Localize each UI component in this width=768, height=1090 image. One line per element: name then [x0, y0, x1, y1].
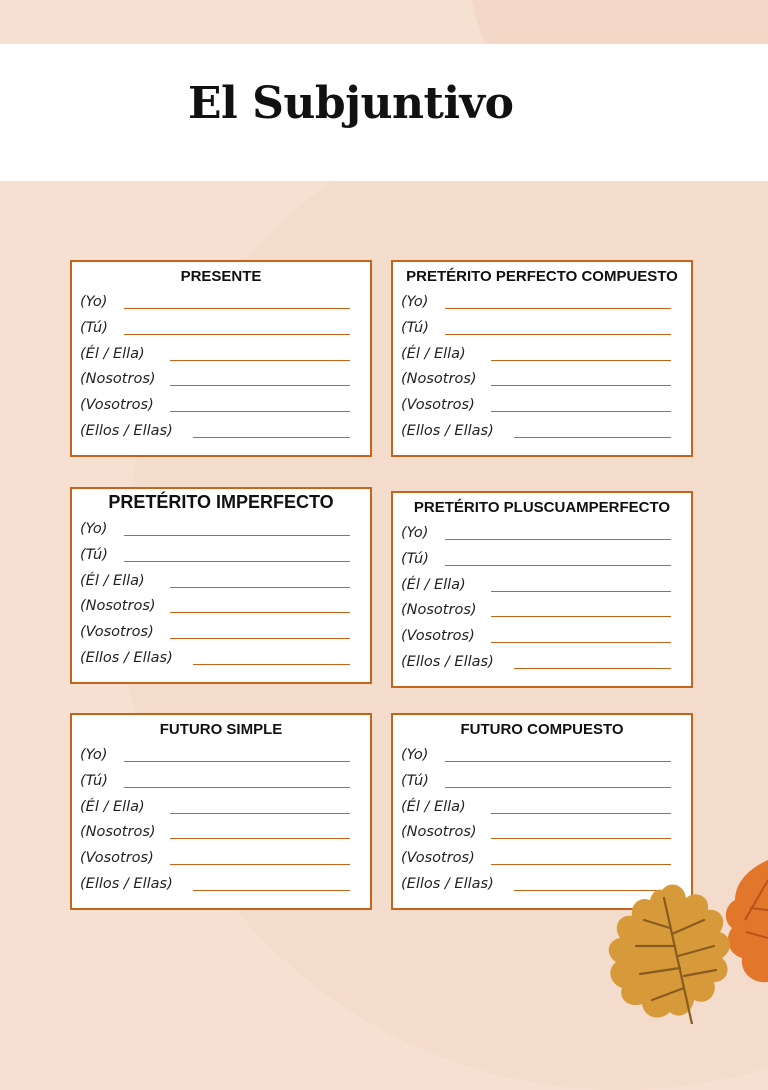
- answer-blank[interactable]: [170, 612, 350, 613]
- pronoun-label: (Yo): [401, 747, 429, 763]
- card-preterito-perfecto-compuesto: [391, 260, 693, 457]
- page-title: El Subjuntivo: [188, 78, 514, 129]
- card-title: FUTURO COMPUESTO: [460, 721, 624, 738]
- pronoun-label: (Él / Ella): [80, 798, 145, 815]
- pronoun-label: (Vosotros): [401, 628, 475, 645]
- conjugation-row-ellos-ellas: [72, 423, 370, 449]
- pronoun-label: (Tú): [80, 772, 108, 789]
- pronoun-label: (Ellos / Ellas): [80, 875, 173, 892]
- pronoun-label: (Nosotros): [401, 824, 477, 841]
- pronoun-label: (Vosotros): [80, 624, 154, 641]
- pronoun-label: (Tú): [80, 319, 108, 336]
- answer-blank[interactable]: [445, 787, 671, 788]
- pronoun-label: (Tú): [401, 550, 429, 567]
- answer-blank[interactable]: [445, 334, 671, 335]
- orange-leaf-icon: [726, 860, 768, 982]
- pronoun-label: (Ellos / Ellas): [401, 422, 494, 439]
- conjugation-row-el-ella: [72, 799, 370, 825]
- answer-blank[interactable]: [491, 591, 671, 592]
- pronoun-label: (Tú): [401, 772, 429, 789]
- conjugation-row-yo: [393, 747, 691, 773]
- conjugation-row-ellos-ellas: [72, 650, 370, 676]
- answer-blank[interactable]: [124, 787, 350, 788]
- pronoun-label: (Él / Ella): [401, 576, 466, 593]
- answer-blank[interactable]: [170, 638, 350, 639]
- pronoun-label: (Vosotros): [80, 850, 154, 867]
- conjugation-row-tu: [72, 547, 370, 573]
- answer-blank[interactable]: [491, 411, 671, 412]
- conjugation-row-nosotros: [72, 824, 370, 850]
- conjugation-row-tu: [72, 773, 370, 799]
- card-title: FUTURO SIMPLE: [159, 721, 283, 738]
- conjugation-row-yo: [393, 294, 691, 320]
- answer-blank[interactable]: [445, 565, 671, 566]
- conjugation-row-nosotros: [72, 598, 370, 624]
- autumn-leaves-decoration: [600, 850, 768, 1024]
- pronoun-label: (Vosotros): [80, 397, 154, 414]
- answer-blank[interactable]: [445, 761, 671, 762]
- conjugation-row-yo: [72, 521, 370, 547]
- answer-blank[interactable]: [170, 360, 350, 361]
- conjugation-row-el-ella: [72, 346, 370, 372]
- answer-blank[interactable]: [491, 813, 671, 814]
- answer-blank[interactable]: [491, 642, 671, 643]
- answer-blank[interactable]: [445, 539, 671, 540]
- answer-blank[interactable]: [124, 334, 350, 335]
- conjugation-row-yo: [72, 294, 370, 320]
- answer-blank[interactable]: [491, 385, 671, 386]
- pronoun-label: (Nosotros): [401, 371, 477, 388]
- card-title: PRETÉRITO PLUSCUAMPERFECTO: [413, 499, 671, 516]
- answer-blank[interactable]: [193, 437, 350, 438]
- answer-blank[interactable]: [514, 668, 671, 669]
- pronoun-label: (Ellos / Ellas): [80, 649, 173, 666]
- conjugation-row-nosotros: [393, 371, 691, 397]
- pronoun-label: (Yo): [80, 521, 108, 537]
- pronoun-label: (Yo): [80, 294, 108, 310]
- pronoun-label: (Yo): [401, 294, 429, 310]
- answer-blank[interactable]: [124, 308, 350, 309]
- pronoun-label: (Él / Ella): [401, 345, 466, 362]
- pronoun-label: (Él / Ella): [80, 345, 145, 362]
- answer-blank[interactable]: [445, 308, 671, 309]
- answer-blank[interactable]: [170, 411, 350, 412]
- conjugation-row-ellos-ellas: [393, 654, 691, 680]
- conjugation-row-yo: [72, 747, 370, 773]
- pronoun-label: (Tú): [80, 546, 108, 563]
- pronoun-label: (Yo): [401, 525, 429, 541]
- conjugation-row-nosotros: [393, 602, 691, 628]
- pronoun-label: (Él / Ella): [80, 572, 145, 589]
- conjugation-row-el-ella: [393, 799, 691, 825]
- pronoun-label: (Nosotros): [401, 602, 477, 619]
- pronoun-label: (Nosotros): [80, 371, 156, 388]
- card-title: PRESENTE: [180, 268, 262, 285]
- conjugation-row-nosotros: [393, 824, 691, 850]
- pronoun-label: (Tú): [401, 319, 429, 336]
- conjugation-row-vosotros: [72, 397, 370, 423]
- conjugation-row-tu: [393, 320, 691, 346]
- answer-blank[interactable]: [170, 813, 350, 814]
- conjugation-row-ellos-ellas: [393, 423, 691, 449]
- card-presente: [70, 260, 372, 457]
- answer-blank[interactable]: [491, 838, 671, 839]
- conjugation-row-tu: [72, 320, 370, 346]
- pronoun-label: (Ellos / Ellas): [80, 422, 173, 439]
- conjugation-row-vosotros: [72, 850, 370, 876]
- pronoun-label: (Ellos / Ellas): [401, 875, 494, 892]
- answer-blank[interactable]: [170, 838, 350, 839]
- answer-blank[interactable]: [514, 437, 671, 438]
- conjugation-row-tu: [393, 551, 691, 577]
- card-preterito-imperfecto: [70, 487, 372, 684]
- conjugation-row-vosotros: [393, 397, 691, 423]
- answer-blank[interactable]: [170, 587, 350, 588]
- pronoun-label: (Vosotros): [401, 397, 475, 414]
- answer-blank[interactable]: [491, 616, 671, 617]
- conjugation-row-el-ella: [393, 346, 691, 372]
- conjugation-row-nosotros: [72, 371, 370, 397]
- answer-blank[interactable]: [170, 385, 350, 386]
- conjugation-row-yo: [393, 525, 691, 551]
- card-futuro-simple: [70, 713, 372, 910]
- conjugation-row-vosotros: [393, 628, 691, 654]
- answer-blank[interactable]: [193, 664, 350, 665]
- card-title: PRETÉRITO PERFECTO COMPUESTO: [406, 268, 678, 285]
- conjugation-row-el-ella: [393, 577, 691, 603]
- pronoun-label: (Nosotros): [80, 598, 156, 615]
- conjugation-row-tu: [393, 773, 691, 799]
- answer-blank[interactable]: [124, 535, 350, 536]
- pronoun-label: (Ellos / Ellas): [401, 653, 494, 670]
- pronoun-label: (Él / Ella): [401, 798, 466, 815]
- conjugation-row-ellos-ellas: [72, 876, 370, 902]
- answer-blank[interactable]: [170, 864, 350, 865]
- card-title: PRETÉRITO IMPERFECTO: [108, 492, 334, 512]
- answer-blank[interactable]: [124, 761, 350, 762]
- card-preterito-pluscuamperfecto: [391, 491, 693, 688]
- answer-blank[interactable]: [193, 890, 350, 891]
- answer-blank[interactable]: [124, 561, 350, 562]
- oak-leaf-icon: [609, 884, 730, 1024]
- pronoun-label: (Nosotros): [80, 824, 156, 841]
- pronoun-label: (Vosotros): [401, 850, 475, 867]
- answer-blank[interactable]: [491, 360, 671, 361]
- conjugation-row-el-ella: [72, 573, 370, 599]
- pronoun-label: (Yo): [80, 747, 108, 763]
- conjugation-row-vosotros: [72, 624, 370, 650]
